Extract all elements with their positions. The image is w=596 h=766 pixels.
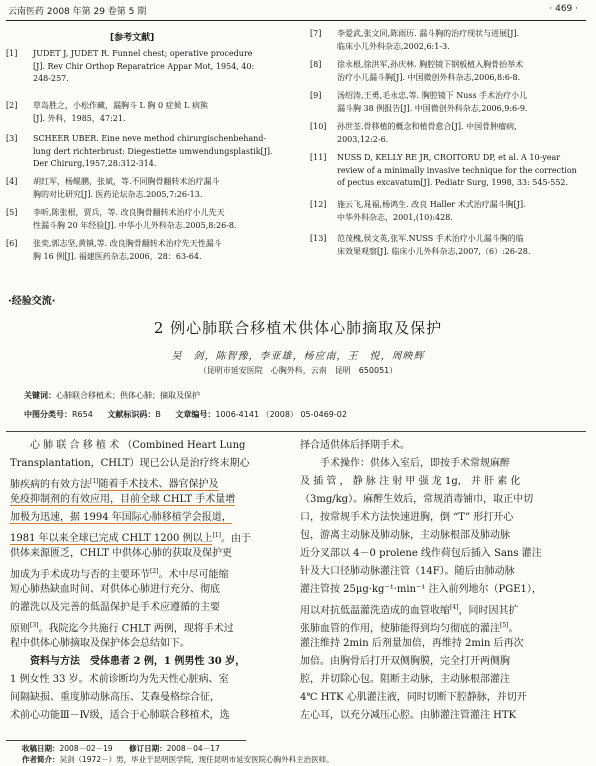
body-line: 张肺血管的作用，使肺能得到均匀彻底的灌注[5]。 bbox=[300, 622, 519, 635]
body-line: 间隔缺损、重度肺动脉高压、艾森曼格综合征， bbox=[10, 692, 220, 703]
body-line: 1981 年以来全球已完成 CHLT 1200 例以上[1]。由于 bbox=[10, 532, 251, 545]
author-bio: 作者简介：吴剑（1972－）男，毕业于昆明医学院，现任昆明市延安医院心胸外科主治医师。 bbox=[22, 755, 334, 764]
reference-item: [10] 孙世荃.骨移植的概念和植骨愈合[J]. 中国骨肿瘤病, 2003,12:2-6. bbox=[310, 122, 517, 144]
body-line: 口，按常规手术方法快速进胸，倒 “T” 形打开心 bbox=[300, 512, 514, 523]
article-affiliation: （昆明市延安医院 心胸外科，云南 昆明 650051） bbox=[198, 366, 398, 375]
reference-item: [9] 汤绍涛,王勇,毛永忠,等. 胸腔镜下 Nuss 手术治疗小儿 漏斗胸 38 例报告[J]. 中国微创外科杂志,2006,9:6-9. bbox=[310, 91, 528, 113]
body-rule bbox=[6, 431, 586, 432]
body-line: 加成为手术成功与否的主要环节[2]。术中尽可能缩 bbox=[10, 568, 229, 581]
body-line: 包，游离主动脉及肺动脉，主动脉根部及肺动脉 bbox=[300, 530, 510, 541]
body-line: 择合适供体后择期手术。 bbox=[300, 440, 410, 451]
body-line: Transplantation，CHLT）现已公认是治疗终末期心 bbox=[10, 458, 250, 469]
article-title: 2 例心肺联合移植术供体心肺摘取及保护 bbox=[153, 319, 443, 337]
reference-item: [11] NUSS D, KELLY RE JR, CROITORU DP, et al. A 10-year review of a minimally invasive technique for the correction of pectus excavatum[J]. Pediatr Surg, 1998, 33: 545-552. bbox=[310, 153, 577, 187]
reference-item: [2] 草岛胜之，小松作藏，漏胸斗 L 胸 0 症候 L 病熊 [J]. 外科，1985，47:21. bbox=[6, 101, 208, 123]
body-line: 的灌洗以及完善的低温保护是手术应遵循的主要 bbox=[10, 602, 220, 613]
header-rule bbox=[6, 20, 586, 21]
body-line: 加极为迅速，据 1994 年国际心肺移植学会报道， bbox=[10, 512, 232, 523]
body-line: 手术操作：供体入室后，即按手术常规麻醉 bbox=[300, 458, 510, 469]
body-line: 用以对抗低温灌洗造成的血管收缩[4]，同时因其扩 bbox=[300, 604, 519, 617]
page-number: · 469 · bbox=[549, 4, 578, 14]
body-line: 灌注维持 2min 后剂量加倍，再维持 2min 后再次 bbox=[300, 638, 524, 649]
references-title: [参考文献] bbox=[110, 33, 155, 43]
body-line: 近分叉部以 4－0 prolene 线作荷包后插入 Sans 灌注 bbox=[300, 548, 542, 559]
reference-item: [6] 张奕,郭志坚,黄镇,等. 改良胸骨翻转术治疗先天性漏斗 胸 16 例[J]. 福建医药杂志,2006，28：63-64. bbox=[6, 239, 222, 261]
reference-item: [4] 胡红军，杨鲲鹏，张斌，等.不同胸骨翻转术治疗漏斗 胸的对比研究[J]. 医药论坛杂志.2005,7:26-13. bbox=[6, 177, 220, 199]
body-line: 针及大口径肺动脉灌注管（14F）。随后由肺动脉 bbox=[300, 566, 515, 577]
body-line: 1 例女性 33 岁。术前诊断均为先天性心脏病、室 bbox=[10, 674, 229, 685]
reference-item: [8] 徐永根,徐洪军,孙庆林. 胸腔镜下钢板植入胸骨抬举术 治疗小儿漏斗胸[J]. 中国微创外科杂志,2006,8:6-8. bbox=[310, 60, 524, 82]
reference-item: [12] 施云飞,晁福,杨鸿生. 改良 Haller 术式治疗漏斗胸[J]. 中华外科杂志，2001,(10):428. bbox=[310, 200, 526, 222]
body-line: 加倍。由胸骨后打开双侧胸膜，完全打开两侧胸 bbox=[300, 656, 510, 667]
article-authors: 吴 剑，陈智豫，李亚雄，杨应南，王 悦，周映辉 bbox=[171, 351, 425, 362]
body-line: 短心肺热缺血时间、对供体心肺进行充分、彻底 bbox=[10, 584, 220, 595]
reference-item: [7] 李爱武,张文同,陈雨历. 漏斗胸的治疗现状与进展[J]. 临床小儿外科杂志,2002,6:1-3. bbox=[310, 29, 520, 51]
body-line: 免疫抑制剂的有效应用，目前全球 CHLT 手术量增 bbox=[10, 494, 236, 505]
received-dates: 收稿日期：2008－02－19 修订日期：2008－04－17 bbox=[22, 744, 220, 753]
body-line: 资料与方法 受体患者 2 例，1 例男性 30 岁， bbox=[10, 656, 246, 667]
body-line: 灌注管按 25μg·kg⁻¹·min⁻¹ 注入前列地尔（PGE1）， bbox=[300, 584, 542, 595]
reference-item: [5] 李昕,陈张根，贾兵，等. 改良胸骨翻转术治疗小儿先天 性漏斗胸 20 年经验[J]. 中华小儿外科杂志.2005,8:26-8. bbox=[6, 208, 237, 230]
body-line: 腔，并切除心包。阻断主动脉，主动脉根部灌注 bbox=[300, 674, 510, 685]
body-line: 心 肺 联 合 移 植 术 （Combined Heart Lung bbox=[10, 440, 246, 451]
body-line: 肺疾病的有效方法[1]随着手术技术、器官保护及 bbox=[10, 478, 219, 491]
reference-item: [3] SCHEER UBER. Eine neve method chirurgischenbehand- lung dert richterbrust: Diegestiette umwendungsplastik[J]. Der Chirurg,1957,28:312-314. bbox=[6, 134, 273, 168]
section-label: ·经验交流· bbox=[8, 296, 56, 307]
reference-item: [13] 范茂槐,侯文英,张军.NUSS 手术治疗小儿漏斗胸的临 床效果观察[J]. 临床小儿外科杂志,2007,（6）:26-28. bbox=[310, 234, 531, 256]
body-line: 4℃ HTK 心肌灌注液，同时切断下腔静脉，并切开 bbox=[300, 692, 527, 703]
reference-item: [1] JUDET J, JUDET R. Funnel chest; operative procedure [J]. Rev Chir Orthop Reparatrice Appar Mot, 1954, 40: 248-257. bbox=[6, 49, 255, 83]
body-line: 供体来源匮乏，CHLT 中供体心肺的获取及保护更 bbox=[10, 548, 233, 559]
body-line: 及 插 管 ， 静 脉 注 射 甲 强 龙 1g， 并 肝 素 化 bbox=[300, 476, 521, 487]
body-line: 原则[3]。我院迄今共施行 CHLT 两例，现将手术过 bbox=[10, 622, 234, 635]
footnote-rule bbox=[6, 740, 246, 741]
keywords-line: 关键词：心肺联合移植术；供体心肺；摘取及保护 bbox=[24, 391, 200, 400]
body-line: 程中供体心肺摘取及保护体会总结如下。 bbox=[10, 638, 190, 649]
body-line: （3mg/kg）。麻醉生效后，常规消毒铺巾，取正中切 bbox=[300, 494, 534, 505]
body-line: 左心耳，以充分减压心腔。由肺灌注管灌注 HTK bbox=[300, 710, 517, 721]
journal-header: 云南医药 2008 年第 29 卷第 5 期 bbox=[8, 7, 147, 17]
classification-line: 中图分类号：R654 文献标识码：B 文章编号：1006-4141 （2008） 05-0469-02 bbox=[24, 410, 347, 419]
body-line: 术前心功能Ⅲ－Ⅳ级，适合于心肺联合移植术，选 bbox=[10, 710, 230, 721]
